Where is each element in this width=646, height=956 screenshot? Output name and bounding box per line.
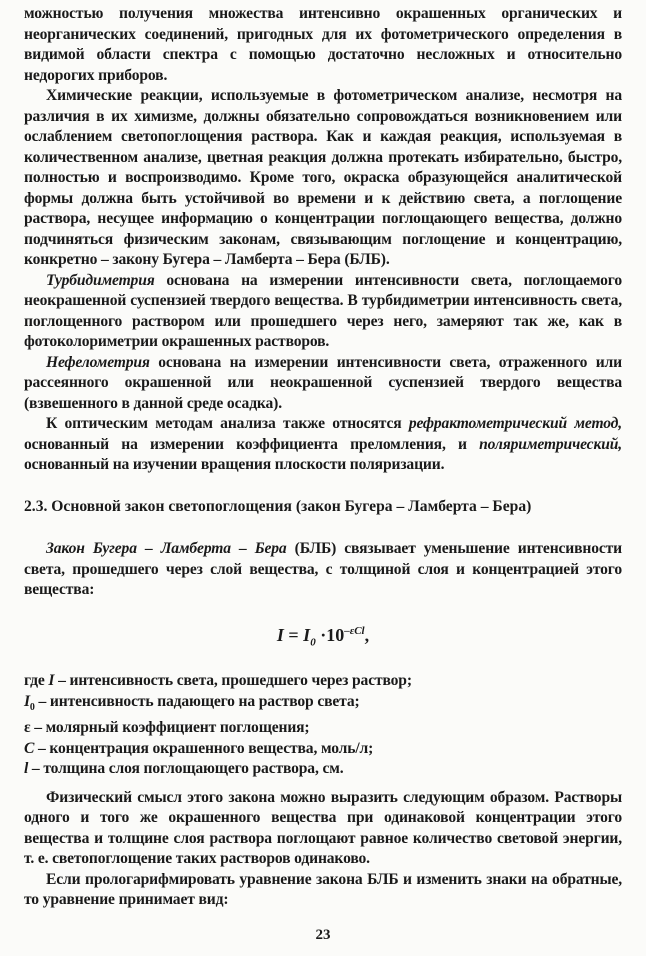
term-refractometric: рефрактометрический метод, <box>408 415 622 432</box>
definition-l <box>24 759 622 780</box>
turbidimetry-text: основана на измерении интенсивности света, поглощаемого неокрашенной суспензией твердого вещества. В турбидиметрии интенсивность света, поглощенного раствором или прошедшего через него, замеряют так же, как в фотоколориметрии окрашенных растворов. <box>24 271 622 350</box>
page-number: 23 <box>315 927 331 943</box>
paragraph-turbidimetry <box>24 271 622 353</box>
paragraph-other-methods <box>24 414 622 476</box>
definitions-prefix: где <box>24 672 49 690</box>
other-methods-text-b: основанный на измерении коэффициента преломления, и <box>24 435 480 453</box>
symbol-i: I <box>48 672 55 690</box>
symbol-c: C <box>24 739 35 757</box>
definition-l-text: – толщина слоя поглощающего раствора, см. <box>28 760 344 778</box>
definition-i0-text: – интенсивность падающего на раствор света; <box>34 692 360 710</box>
term-nephelometry: Нефелометрия <box>46 353 150 371</box>
symbol-i0-subscript: 0 <box>29 701 35 713</box>
definition-epsilon-text: – молярный коэффициент поглощения; <box>30 719 310 737</box>
symbol-l: l <box>24 760 29 778</box>
definition-c-text: – концентрация окрашенного вещества, моль/л; <box>34 739 374 757</box>
formula-lhs: I <box>276 624 284 645</box>
formula-exponent: –εСl <box>344 624 365 637</box>
paragraph-blb-law <box>24 539 622 601</box>
formula-comma: , <box>364 624 370 645</box>
definition-i-text: – интенсивность света, прошедшего через раствор; <box>54 672 412 690</box>
paragraph-logarithm: Если прологарифмировать уравнение закона БЛБ и изменить знаки на обратные, то уравнение принимает вид: <box>24 870 622 909</box>
paragraph-nephelometry <box>24 353 622 415</box>
symbol-i0: I <box>24 692 30 710</box>
blb-law-text: (БЛБ) связывает уменьшение интенсивности света, прошедшего через слой вещества, с толщиной слоя и концентрацией этого вещества: <box>24 540 623 598</box>
definitions-list <box>24 671 622 780</box>
definition-c <box>24 739 622 760</box>
other-methods-text-a: К оптическим методам анализа также относятся <box>46 415 409 432</box>
term-blb-law: Закон Бугера – Ламберта – Бера <box>46 540 287 557</box>
paragraph-chemical-reactions: Химические реакции, используемые в фотометрическом анализе, несмотря на различия в их химизме, должны обязательно сопровождаться возникновением или ослаблением светопоглощения раствора. Как и каждая реакция, используемая в количественном анализе, цветная реакция должна протекать избирательно, быстро, полностью и воспроизводимо. Кроме того, окраска образующейся аналитической формы должна быть устойчивой во времени и к действию света, а поглощение раствора, несущее информацию о концентрации поглощающего вещества, должно подчиняться физическим законам, связывающим поглощение и концентрацию, конкретно – закону Бугера – Ламберта – Бера (БЛБ). <box>24 87 622 268</box>
other-methods-text-c: основанный на изучении вращения плоскости поляризации. <box>24 456 445 473</box>
nephelometry-text: основана на измерении интенсивности света, отраженного или рассеянного окрашенной или неокрашенной суспензией твердого вещества (взвешенного в данной среде осадка). <box>24 353 622 412</box>
definition-epsilon <box>24 718 622 739</box>
formula-equals: = <box>283 624 304 645</box>
paragraph-physical-meaning: Физический смысл этого закона можно выразить следующим образом. Растворы одного и того же окрашенного вещества при одинаковой концентрации этого вещества и толщине слоя раствора поглощают равное количество световой энергии, т. е. светопоглощение таких растворов одинаково. <box>24 788 622 868</box>
definition-i <box>24 671 622 692</box>
symbol-epsilon: ε <box>24 719 31 737</box>
definition-i0 <box>24 692 622 719</box>
blb-formula <box>24 625 622 649</box>
formula-i0-subscript: 0 <box>310 636 316 649</box>
section-heading: 2.3. Основной закон светопоглощения (закон Бугера – Ламберта – Бера) <box>24 497 532 515</box>
term-polarimetric: поляриметрический, <box>479 435 622 453</box>
term-turbidimetry: Турбидиметрия <box>46 271 155 289</box>
formula-ten: ·10 <box>315 624 345 645</box>
paragraph-intro: можностью получения множества интенсивно окрашенных органических и неорганических соединений, пригодных для их фотометрического определения в видимой области спектра с помощью достаточно несложных и относительно недорогих приборов. <box>24 5 622 84</box>
formula-i0: I <box>303 624 311 645</box>
